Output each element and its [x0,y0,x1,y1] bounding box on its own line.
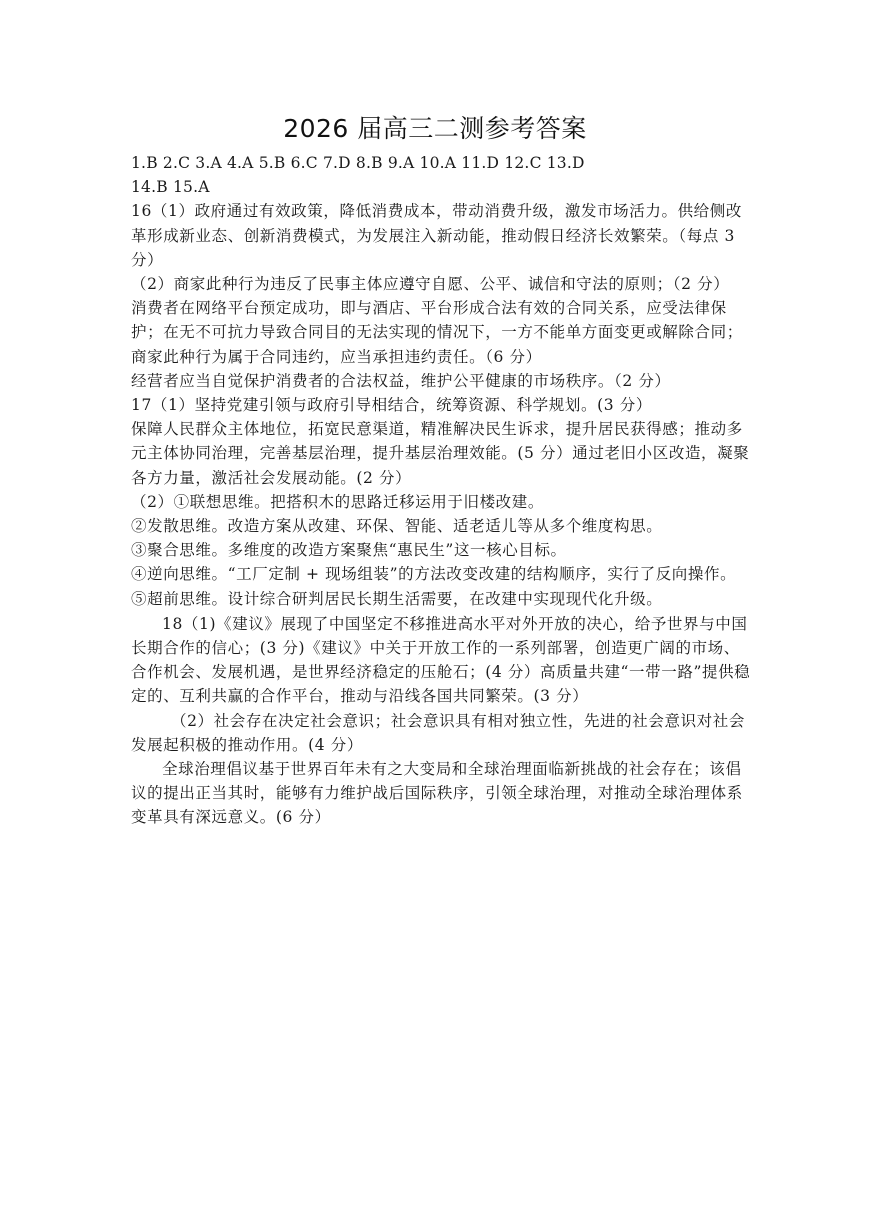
page-title: 2026 届高三二测参考答案 [283,114,587,143]
q17-part1-leadership: 17（1）坚持党建引领与政府引导相结合，统筹资源、科学规划。(3 分） [131,396,652,415]
q17-part1-governance: 保障人民群众主体地位，拓宽民意渠道，精准解决民生诉求，提升居民获得感；推动多元主体协同治理，完善基层治理，提升基层治理效能。(5 分）通过老旧小区改造，凝聚各方力量，激活社会发展动能。(2 分） [131,420,750,487]
q16-part1-answer: 16（1）政府通过有效政策，降低消费成本，带动消费升级，激发市场活力。供给侧改革形成新业态、创新消费模式，为发展注入新动能，推动假日经济长效繁荣。（每点 3 分） [131,202,742,269]
multiple-choice-answers-line-1: 1.B 2.C 3.A 4.A 5.B 6.C 7.D 8.B 9.A 10.A 11.D 12.C 13.D [131,154,585,172]
q16-part2-principle: （2）商家此种行为违反了民事主体应遵守自愿、公平、诚信和守法的原则；（2 分） [131,275,730,294]
q18-part1-answer: 18（1)《建议》展现了中国坚定不移推进高水平对外开放的决心，给予世界与中国长期合作的信心；(3 分)《建议》中关于开放工作的一系列部署，创造更广阔的市场、合作机会、发展机遇，是世界经济稳定的压舱石；(4 分）高质量共建“一带一路”提供稳定的、互利共赢的合作平台，推动与沿线各国共同繁荣。(3 分） [131,614,751,706]
q17-part2-convergent: ③聚合思维。多维度的改造方案聚焦“惠民生”这一核心目标。 [131,541,567,560]
q16-part2-contract: 消费者在网络平台预定成功，即与酒店、平台形成合法有效的合同关系，应受法律保护；在无不可抗力导致合同目的无法实现的情况下，一方不能单方面变更或解除合同；商家此种行为属于合同违约，应当承担违约责任。（6 分） [131,299,743,366]
q18-part2-theory: （2）社会存在决定社会意识；社会意识具有相对独立性，先进的社会意识对社会发展起积极的推动作用。(4 分） [131,711,745,754]
q17-part2-reverse: ④逆向思维。“工厂定制 + 现场组装”的方法改变改建的结构顺序，实行了反向操作。 [131,565,737,584]
q17-part2-forward: ⑤超前思维。设计综合研判居民长期生活需要，在改建中实现现代化升级。 [131,589,663,608]
q16-part2-consumer-rights: 经营者应当自觉保护消费者的合法权益，维护公平健康的市场秩序。（2 分） [131,371,671,390]
multiple-choice-answers-line-2: 14.B 15.A [131,178,210,197]
q17-part2-divergent: ②发散思维。改造方案从改建、环保、智能、适老适儿等从多个维度构思。 [131,517,663,536]
q18-part2-application: 全球治理倡议基于世界百年未有之大变局和全球治理面临新挑战的社会存在；该倡议的提出正当其时，能够有力维护战后国际秩序，引领全球治理，对推动全球治理体系变革具有深远意义。(6 分） [131,760,743,827]
q17-part2-associative: （2）①联想思维。把搭积木的思路迁移运用于旧楼改建。 [131,492,544,511]
answer-content [131,151,751,830]
